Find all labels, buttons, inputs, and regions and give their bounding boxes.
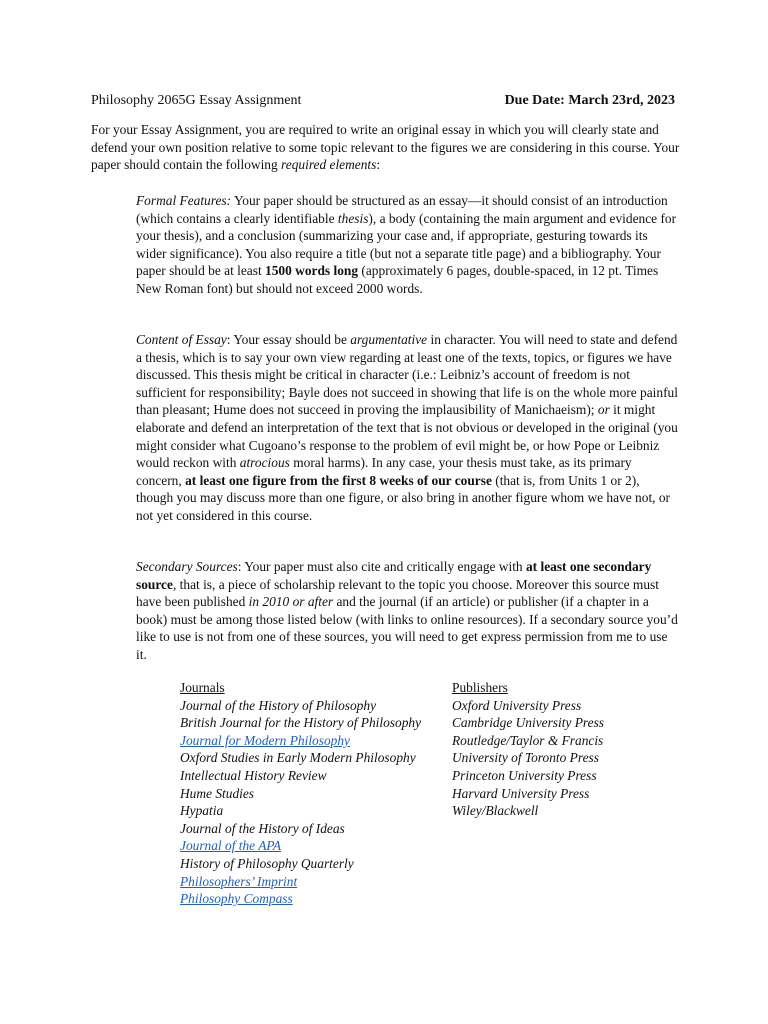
journals-list <box>180 697 421 908</box>
intro-emphasis: required elements <box>281 157 377 173</box>
journal-link[interactable]: Philosophy Compass <box>180 891 293 907</box>
formal-word-count: 1500 words long <box>265 263 359 279</box>
publisher-item: Princeton University Press <box>452 767 597 783</box>
secondary-bold: at least one secondary source <box>136 559 652 592</box>
header <box>91 92 675 110</box>
publisher-item: University of Toronto Press <box>452 750 599 766</box>
publisher-item: Oxford University Press <box>452 697 582 713</box>
journal-item: Oxford Studies in Early Modern Philosophy <box>180 750 416 766</box>
publishers-column <box>452 679 604 820</box>
publisher-item: Cambridge University Press <box>452 715 604 731</box>
journal-item: Intellectual History Review <box>180 767 327 783</box>
journals-title: Journals <box>180 680 225 695</box>
formal-thesis: thesis <box>337 210 369 226</box>
journal-item: Hume Studies <box>180 785 255 801</box>
journal-item: British Journal for the History of Philosophy <box>180 715 422 731</box>
publisher-item: Routledge/Taylor & Francis <box>452 732 604 748</box>
journal-item: Hypatia <box>180 803 224 819</box>
secondary-text-3: and the journal (if an article) or publisher (if a chapter in a book) must be among those listed below (with links to online resources). If a secondary source you’d like to use is not from one of these sources, you will need to get express permission from me to use it. <box>136 594 678 662</box>
formal-heading: Formal Features: <box>136 193 232 208</box>
formal-text-2: ), a body (containing the main argument and evidence for your thesis), and a conclusion (summarizing your case and, if appropriate, gesturing towards its wider significance). You also require a title (but not a separate title page) and a bibliography. Your paper should be at least <box>136 210 677 279</box>
journal-link[interactable]: Journal of the APA <box>180 838 282 854</box>
intro-end: : <box>376 157 381 173</box>
content-text-3: it might elaborate and defend an interpretation of the text that is not obvious or developed in the original (you might consider what Cugoano’s response to the problem of evil might be, or how Pope or Leibniz would reckon with <box>136 402 678 471</box>
secondary-text-2: , that is, a piece of scholarship relevant to the topic you choose. Moreover this source must have been published <box>136 576 659 610</box>
secondary-heading: Secondary Sources <box>136 559 238 574</box>
publishers-title: Publishers <box>452 680 508 695</box>
journal-item: Journal of the History of Philosophy <box>180 697 377 713</box>
content-text-4: moral harms). In any case, your thesis must take, as its primary concern, <box>136 455 632 488</box>
content-argumentative: argumentative <box>350 332 428 347</box>
publisher-item: Wiley/Blackwell <box>452 803 539 819</box>
journal-link[interactable]: Philosophers’ Imprint <box>180 873 298 889</box>
content-of-essay-paragraph <box>136 331 679 525</box>
journal-item: History of Philosophy Quarterly <box>180 855 354 871</box>
secondary-date: in 2010 or after <box>248 594 334 610</box>
formal-features-paragraph <box>136 192 679 298</box>
content-or: or <box>597 402 610 418</box>
formal-text-3: (approximately 6 pages, double-spaced, in 12 pt. Times New Roman font) but should not exceed 2000 words. <box>136 263 659 296</box>
journals-column <box>180 679 421 908</box>
publishers-list <box>452 697 604 820</box>
course-title: Philosophy 2065G Essay Assignment <box>91 93 302 108</box>
content-text-1: : Your essay should be <box>226 332 351 347</box>
secondary-text-1: : Your paper must also cite and critically engage with <box>237 559 526 574</box>
intro-text: For your Essay Assignment, you are required to write an original essay in which you will clearly state and defend your own position relative to some topic relevant to the figures we are considering in this course. Your paper should contain the following <box>91 122 680 173</box>
content-bold: at least one figure from the first 8 weeks of our course <box>185 472 492 488</box>
content-heading: Content of Essay <box>136 332 227 347</box>
due-date: Due Date: March 23rd, 2023 <box>504 93 675 108</box>
journal-link[interactable]: Journal for Modern Philosophy <box>180 732 350 748</box>
content-atrocious: atrocious <box>239 455 290 471</box>
publisher-item: Harvard University Press <box>452 785 590 801</box>
secondary-sources-paragraph <box>136 558 679 664</box>
content-text-2: in character. You will need to state and defend a thesis, which is to say your own view regarding at least one of the texts, topics, or figures we have discussed. This thesis might be critical in character (i.e.: Leibniz’s account of freedom is not sufficient for responsibility; Bayle does not succeed in showing that life is on the whole more painful than pleasant; Hume does not succeed in proving the implausibility of Manichaeism); <box>136 332 678 418</box>
content-text-5: (that is, from Units 1 or 2), though you may discuss more than one figure, or also bring in another figure whom we have not, or not yet considered in this course. <box>136 472 671 523</box>
intro-paragraph <box>91 121 681 174</box>
formal-text-1: Your paper should be structured as an essay—it should consist of an introduction (which contains a clearly identifiable <box>136 193 668 226</box>
journal-item: Journal of the History of Ideas <box>180 820 345 836</box>
